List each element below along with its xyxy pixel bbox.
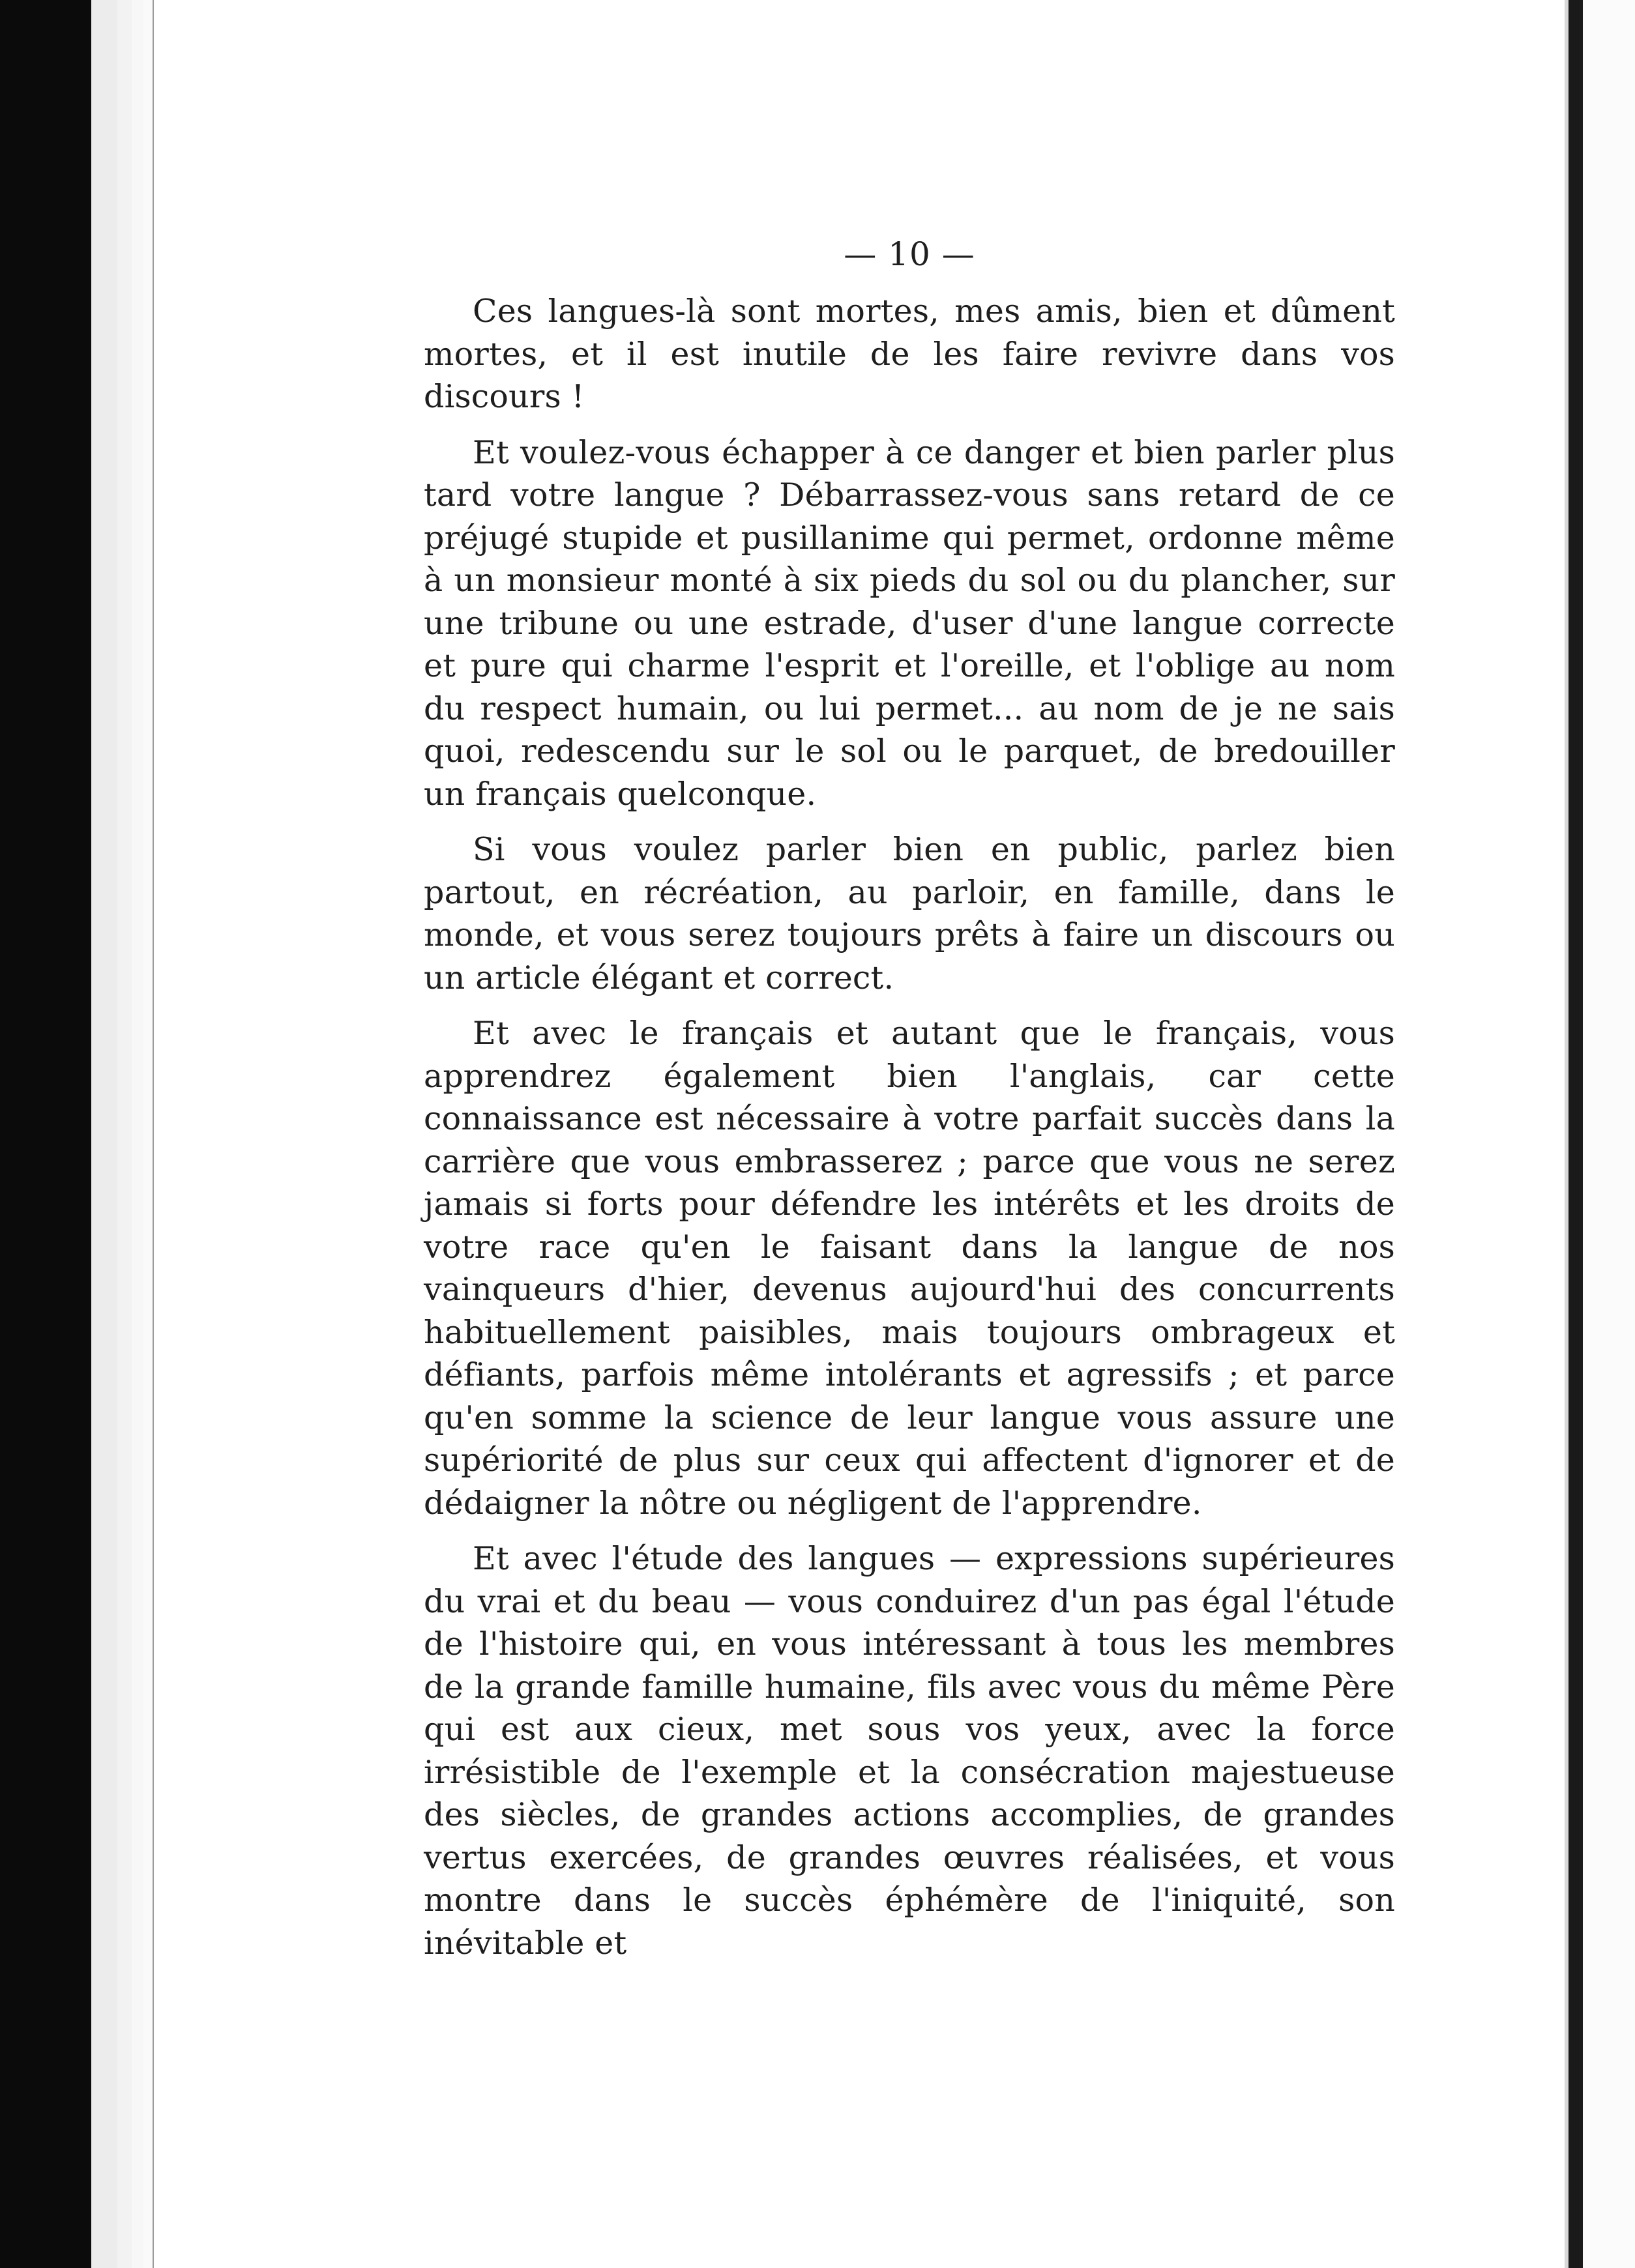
scan-left-margin	[0, 0, 91, 2268]
text-body	[424, 235, 1395, 1977]
page-edge	[143, 0, 155, 2268]
paragraph: Et avec l'étude des langues — expressions supérieures du vrai et du beau — vous conduirez d'un pas égal l'étude de l'histoire qui, en vous intéressant à tous les membres de la grande famille humaine, fils avec vous du même Père qui est aux cieux, met sous vos yeux, avec la force irrésistible de l'exemple et la consécration majestueuse des siècles, de grandes actions accomplies, de grandes vertus exercées, de grandes œuvres réalisées, et vous montre dans le succès éphémère de l'iniquité, son inévitable et	[424, 1540, 1395, 1962]
page-edge	[91, 0, 119, 2268]
page-number: — 10 —	[844, 235, 975, 273]
paragraph: Ces langues-là sont mortes, mes amis, bien et dûment mortes, et il est inutile de les faire revivre dans vos discours !	[424, 293, 1395, 415]
paragraph: Et avec le français et autant que le français, vous apprendrez également bien l'anglais, car cette connaissance est nécessaire à votre parfait succès dans la carrière que vous embrasserez ; parce que vous ne serez jamais si forts pour défendre les intérêts et les droits de votre race qu'en le faisant dans la langue de nos vainqueurs d'hier, devenus aujourd'hui des concurrents habituellement paisibles, mais toujours ombrageux et défiants, parfois même intolérants et agressifs ; et parce qu'en somme la science de leur langue vous assure une supériorité de plus sur ceux qui affectent d'ignorer et de dédaigner la nôtre ou négligent de l'apprendre.	[424, 1015, 1395, 1522]
next-page-sliver	[1583, 0, 1635, 2268]
paragraph: Et voulez-vous échapper à ce danger et bien parler plus tard votre langue ? Débarrassez-vous sans retard de ce préjugé stupide et pusillanime qui permet, ordonne même à un monsieur monté à six pieds du sol ou du plancher, sur une tribune ou une estrade, d'user d'une langue correcte et pure qui charme l'esprit et l'oreille, et l'oblige au nom du respect humain, ou lui permet... au nom de je ne sais quoi, redescendu sur le sol ou le parquet, de bredouiller un français quelconque.	[424, 433, 1395, 813]
paragraph: Si vous voulez parler bien en public, parlez bien partout, en récréation, au parloir, en famille, dans le monde, et vous serez toujours prêts à faire un discours ou un article élégant et correct.	[424, 831, 1395, 996]
scan-right-border	[1569, 0, 1583, 2268]
